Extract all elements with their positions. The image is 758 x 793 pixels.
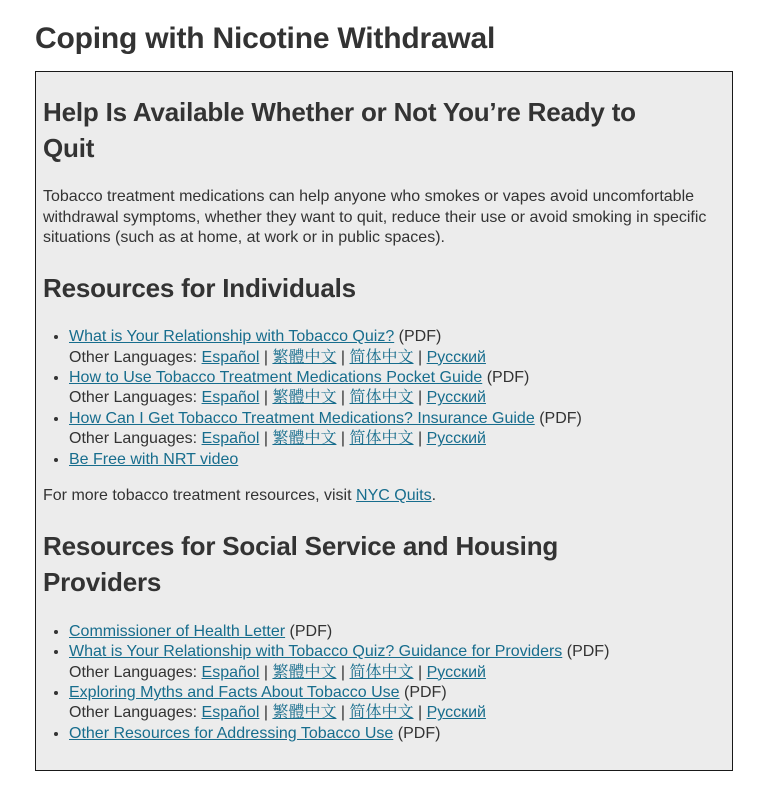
- list-item: [69, 622, 718, 642]
- resources-panel: [35, 71, 733, 772]
- language-link-russian[interactable]: Русский: [426, 348, 486, 366]
- separator: |: [417, 663, 423, 681]
- separator: |: [417, 389, 423, 407]
- more-resources-prefix: For more tobacco treatment resources, visit: [43, 487, 352, 505]
- individuals-resource-list: [43, 327, 718, 470]
- list-item: [69, 409, 718, 450]
- language-link-traditional-chinese[interactable]: 繁體中文: [272, 704, 337, 722]
- separator: |: [263, 348, 268, 366]
- resource-link-quiz-guidance[interactable]: What is Your Relationship with Tobacco Quiz? Guidance for Providers: [69, 643, 563, 661]
- list-item: [69, 642, 718, 683]
- list-item: [69, 450, 718, 470]
- section-heading-individuals: Resources for Individuals: [43, 272, 356, 303]
- language-link-simplified-chinese[interactable]: 简体中文: [349, 704, 414, 722]
- language-link-simplified-chinese[interactable]: 简体中文: [349, 348, 414, 366]
- resource-link-myths-facts[interactable]: Exploring Myths and Facts About Tobacco Use: [69, 684, 400, 702]
- language-link-russian[interactable]: Русский: [426, 704, 486, 722]
- resource-link-commissioner-letter[interactable]: Commissioner of Health Letter: [69, 622, 286, 640]
- separator: |: [417, 430, 423, 448]
- list-item: [69, 368, 718, 409]
- page: [0, 22, 758, 771]
- separator: |: [263, 430, 268, 448]
- separator: |: [340, 430, 346, 448]
- separator: |: [340, 704, 346, 722]
- resource-link-insurance-guide[interactable]: How Can I Get Tobacco Treatment Medications? Insurance Guide: [69, 409, 535, 427]
- separator: |: [263, 389, 268, 407]
- language-link-espanol[interactable]: Español: [201, 348, 260, 366]
- language-link-simplified-chinese[interactable]: 简体中文: [349, 430, 414, 448]
- resource-link-tobacco-quiz[interactable]: What is Your Relationship with Tobacco Quiz?: [69, 328, 395, 346]
- list-item: [69, 327, 718, 368]
- resource-link-nrt-video[interactable]: Be Free with NRT video: [69, 450, 239, 468]
- separator: |: [340, 348, 346, 366]
- language-link-russian[interactable]: Русский: [426, 389, 486, 407]
- language-link-simplified-chinese[interactable]: 简体中文: [349, 663, 414, 681]
- language-link-simplified-chinese[interactable]: 简体中文: [349, 389, 414, 407]
- other-languages-label: Other Languages:: [69, 663, 198, 681]
- list-item: [69, 683, 718, 724]
- pdf-label: (PDF): [486, 369, 530, 387]
- content-area: [0, 22, 758, 771]
- separator: |: [417, 348, 423, 366]
- language-link-traditional-chinese[interactable]: 繁體中文: [272, 430, 337, 448]
- pdf-label: (PDF): [404, 684, 447, 702]
- language-link-russian[interactable]: Русский: [426, 663, 486, 681]
- language-link-espanol[interactable]: Español: [201, 704, 260, 722]
- language-link-traditional-chinese[interactable]: 繁體中文: [272, 663, 337, 681]
- pdf-label: (PDF): [397, 724, 441, 742]
- more-resources-suffix: .: [431, 487, 437, 505]
- nyc-quits-link[interactable]: NYC Quits: [356, 487, 432, 505]
- other-languages-label: Other Languages:: [69, 348, 198, 366]
- language-link-espanol[interactable]: Español: [201, 430, 260, 448]
- resource-link-pocket-guide[interactable]: How to Use Tobacco Treatment Medications Pocket Guide: [69, 369, 483, 387]
- intro-paragraph: Tobacco treatment medications can help anyone who smokes or vapes avoid uncomfortable withdrawal symptoms, whether they want to quit, reduce their use or avoid smoking in specific situations (such as at home, at work or in public spaces).: [43, 188, 707, 247]
- separator: |: [340, 389, 346, 407]
- separator: |: [340, 663, 346, 681]
- resource-link-other-resources[interactable]: Other Resources for Addressing Tobacco Use: [69, 724, 394, 742]
- page-title: Coping with Nicotine Withdrawal: [35, 22, 496, 55]
- separator: |: [263, 704, 268, 722]
- pdf-label: (PDF): [398, 328, 442, 346]
- separator: |: [417, 704, 423, 722]
- language-link-traditional-chinese[interactable]: 繁體中文: [272, 389, 337, 407]
- pdf-label: (PDF): [566, 643, 610, 661]
- list-item: [69, 724, 718, 744]
- language-link-espanol[interactable]: Español: [201, 389, 260, 407]
- other-languages-label: Other Languages:: [69, 704, 198, 722]
- separator: |: [263, 663, 268, 681]
- panel-heading: Help Is Available Whether or Not You’re Ready to Quit: [43, 96, 636, 163]
- section-heading-providers: Resources for Social Service and Housing Providers: [43, 530, 559, 598]
- other-languages-label: Other Languages:: [69, 430, 198, 448]
- pdf-label: (PDF): [539, 409, 582, 427]
- language-link-traditional-chinese[interactable]: 繁體中文: [272, 348, 337, 366]
- language-link-espanol[interactable]: Español: [201, 663, 260, 681]
- more-resources-text: [43, 486, 718, 506]
- language-link-russian[interactable]: Русский: [426, 430, 486, 448]
- other-languages-label: Other Languages:: [69, 389, 198, 407]
- pdf-label: (PDF): [289, 622, 333, 640]
- providers-resource-list: [43, 622, 718, 745]
